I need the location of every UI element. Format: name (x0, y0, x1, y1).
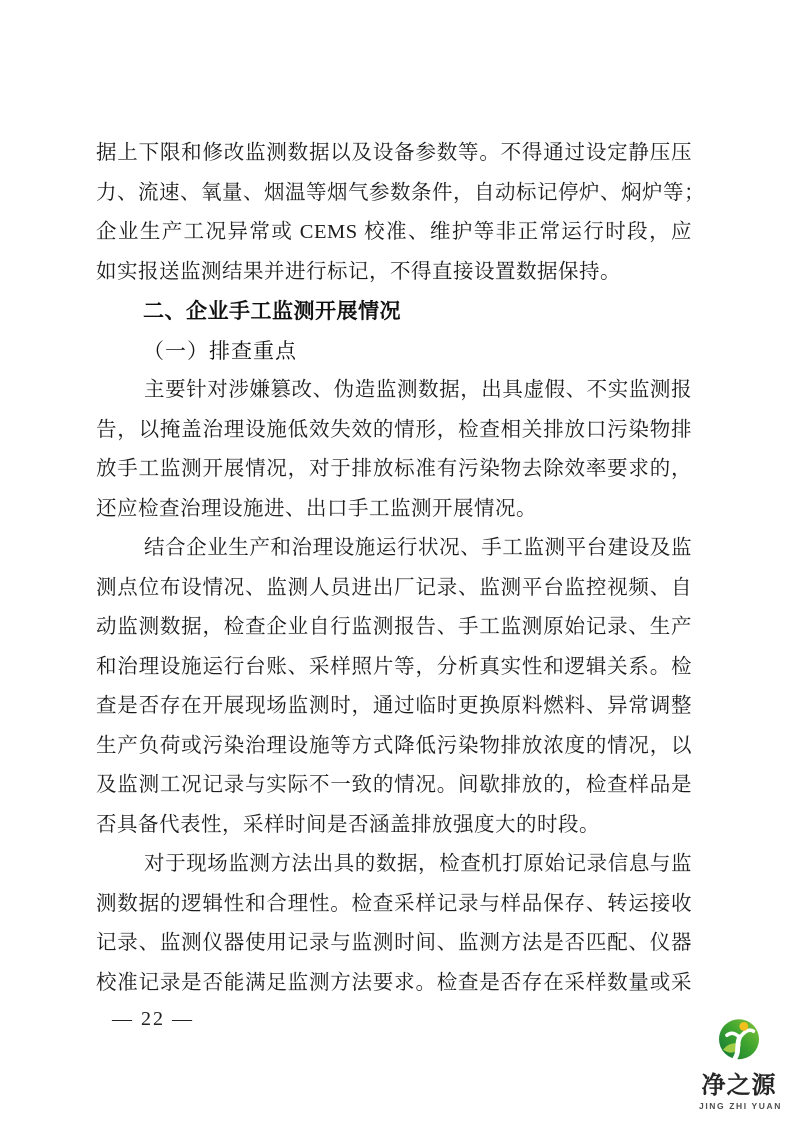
text-line: 生产负荷或污染治理设施等方式降低污染物排放浓度的情况，以 (96, 734, 692, 757)
text-line: 和治理设施运行台账、采样照片等，分析真实性和逻辑关系。检 (96, 655, 692, 678)
text-line: 告，以掩盖治理设施低效失效的情形，检查相关排放口污染物排 (96, 418, 692, 441)
page-number: — 22 — (112, 1008, 194, 1030)
text-line: 结合企业生产和治理设施运行状况、手工监测平台建设及监 (144, 537, 692, 559)
text-line: 校准记录是否能满足监测方法要求。检查是否存在采样数量或采 (96, 971, 692, 994)
text-line: 如实报送监测结果并进行标记，不得直接设置数据保持。 (96, 260, 621, 283)
sub-heading: （一）排查重点 (143, 338, 297, 363)
text-line: 据上下限和修改监测数据以及设备参数等。不得通过设定静压压 (96, 142, 692, 164)
text-line: 测数据的逻辑性和合理性。检查采样记录与样品保存、转运接收 (96, 892, 692, 915)
leaf-person-emblem-icon (715, 1016, 763, 1064)
text-line: 放手工监测开展情况，对于排放标准有污染物去除效率要求的， (96, 458, 692, 480)
document-body (96, 134, 705, 1003)
text-line: 对于现场监测方法出具的数据，检查机打原始记录信息与监 (144, 853, 692, 875)
text-line: 还应检查治理设施进、出口手工监测开展情况。 (96, 497, 537, 520)
text-line: 及监测工况记录与实际不一致的情况。间歇排放的，检查样品是 (96, 774, 692, 796)
text-line: 动监测数据，检查企业自行监测报告、手工监测原始记录、生产 (96, 616, 692, 638)
logo-name-en: JING ZHI YUAN (699, 1101, 782, 1111)
section-heading: 二、企业手工监测开展情况 (143, 300, 401, 323)
text-line: 企业生产工况异常或 CEMS 校准、维护等非正常运行时段，应 (96, 221, 692, 243)
text-line: 记录、监测仪器使用记录与监测时间、监测方法是否匹配、仪器 (96, 932, 692, 954)
logo-name-cn: 净之源 (701, 1072, 777, 1099)
text-line: 力、流速、氧量、烟温等烟气参数条件，自动标记停炉、焖炉等； (96, 181, 705, 204)
text-line: 主要针对涉嫌篡改、伪造监测数据，出具虚假、不实监测报 (144, 379, 692, 401)
brand-logo (699, 1016, 782, 1111)
text-line: 测点位布设情况、监测人员进出厂记录、监测平台监控视频、自 (96, 576, 692, 599)
text-line: 查是否存在开展现场监测时，通过临时更换原料燃料、异常调整 (96, 695, 692, 717)
text-line: 否具备代表性，采样时间是否涵盖排放强度大的时段。 (96, 813, 600, 836)
